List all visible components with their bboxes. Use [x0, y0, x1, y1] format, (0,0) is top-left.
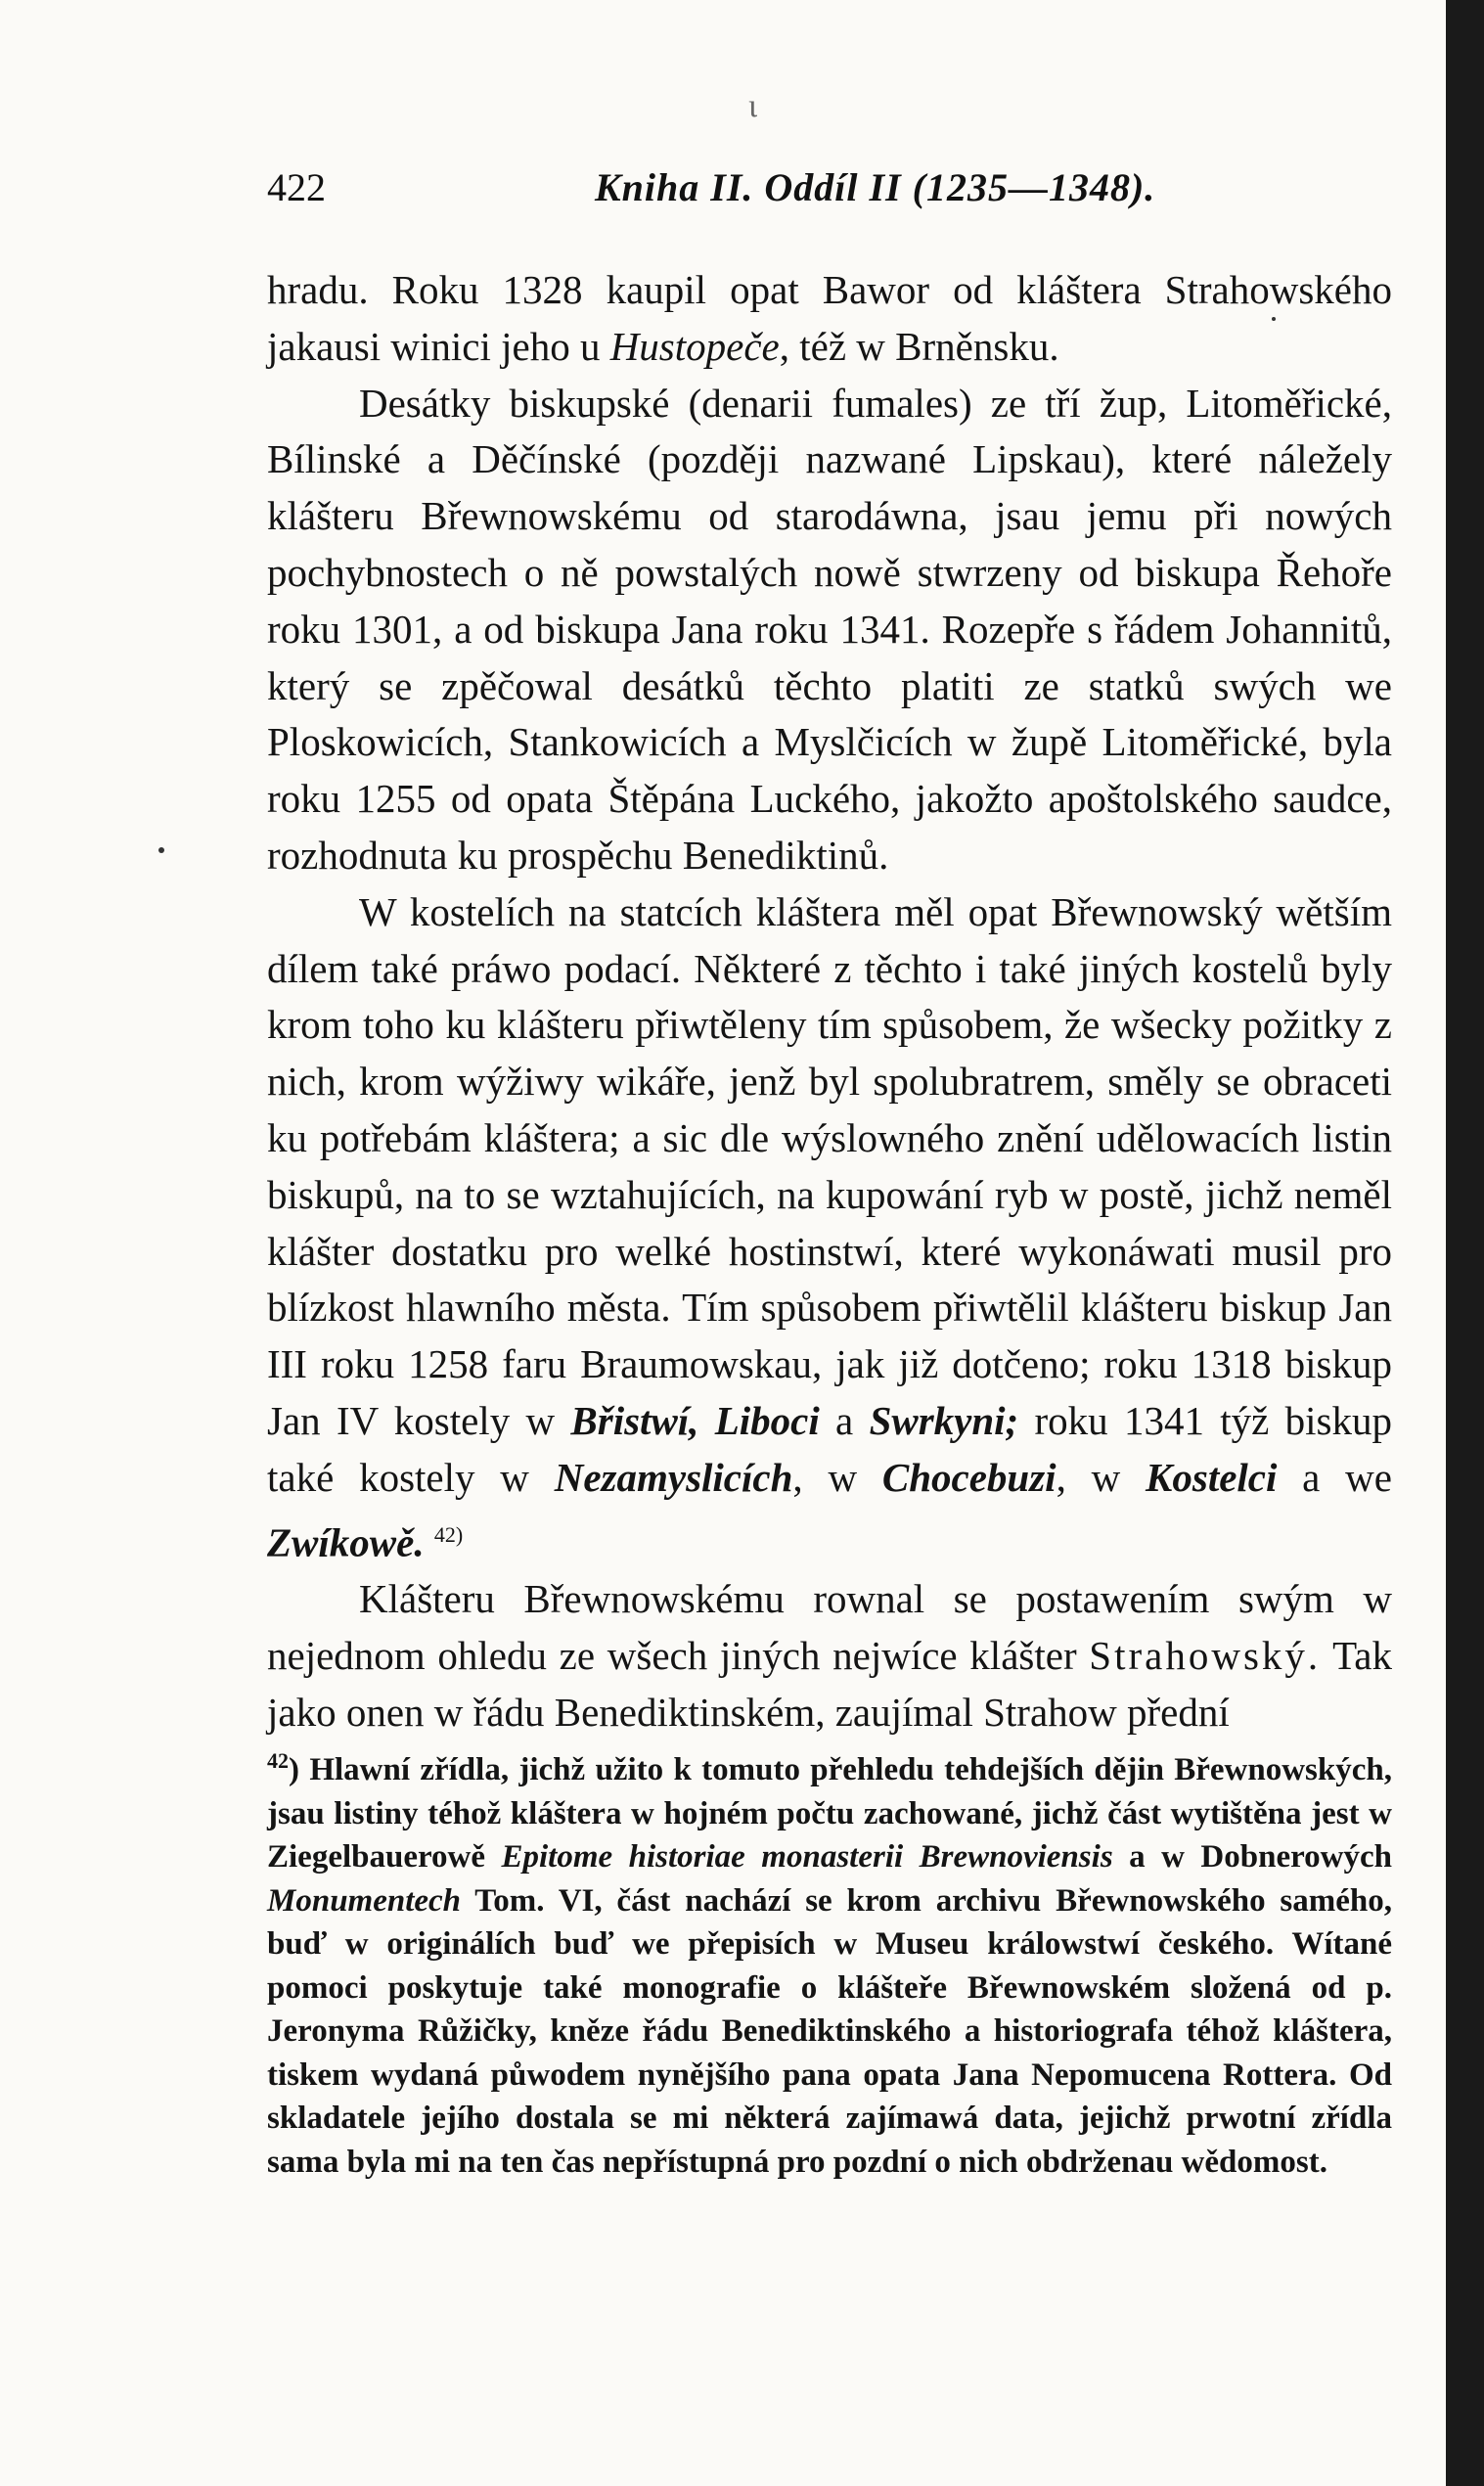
scan-border [1446, 0, 1484, 2486]
place-name: Zwíkowě. [267, 1519, 425, 1565]
monastery-name: Strahowský. [1089, 1632, 1322, 1678]
footnotes [267, 1740, 1392, 2184]
footnote-text-b: a w Dobnerowých [1112, 1839, 1392, 1875]
paragraph-3-text-c: roku 1341 týž biskup také kostely w [267, 1397, 1392, 1500]
paragraph-4-text-a: Klášteru Břewnowskému rownal se postawením swým w nejednom ohledu ze wšech jiných nejwíce klášter [267, 1575, 1392, 1678]
place-name: Břistwí, Liboci [570, 1397, 820, 1443]
ink-speck: ι [748, 88, 758, 124]
paragraph-1-text-a: hradu. Roku 1328 kaupil opat Bawor od kláštera Strahowského jakausi winici jeho u [267, 267, 1392, 369]
paragraph-3 [267, 884, 1392, 1571]
footnote-text-c: Tom. VI, část nachází se krom archivu Břewnowského samého, buď w originálích buď we přepisích w Museu králowstwí českého. Wítané pomoci poskytuje také monografie o klášteře Břewnowském složená od p. Jeronyma Růžičky, kněze řádu Benediktinského a historiografa téhož kláštera, tiskem wydaná půwodem nynějšího pana opata Jana Nepomucena Rottera. Od skladatele jejího dostala se mi některá zajímawá data, jejichž prwotní zřídla sama byla mi na ten čas nepřístupná pro pozdní o nich obdrženau wědomost. [267, 1882, 1392, 2180]
footnote-reference [434, 1522, 463, 1547]
page-header [267, 164, 1392, 223]
footnote-marker-close: ) [289, 1752, 299, 1787]
paragraph-2: Desátky biskupské (denarii fumales) ze tří žup, Litoměřické, Bílinské a Děčínské (později nazwané Lipskau), které náležely klášteru Břewnowskému od starodáwna, jsau jemu při nowých pochybnostech o ně powstalých nowě stwrzeny od biskupa Řehoře roku 1301, a od biskupa Jana roku 1341. Rozepře s řádem Johannitů, který se zpěčowal desátků těchto platiti ze statků swých we Ploskowicích, Stankowicích a Myslčicích w župě Litoměřické, byla roku 1255 od opata Štěpána Luckého, jakožto apoštolského saudce, rozhodnuta ku prospěchu Benediktinů. [267, 380, 1392, 878]
paragraph-3-text-f: a we [1277, 1454, 1392, 1500]
footnote-text-a: Hlawní zřídla, jichž užito k tomuto přehledu tehdejších dějin Břewnowských, jsau listiny téhož kláštera w hojném počtu zachowané, jichž část wytištěna jest w Ziegelbauerowě [267, 1752, 1393, 1875]
cited-title: Epitome historiae monasterii Brewnoviensis [501, 1839, 1113, 1875]
place-name: Chocebuzi [881, 1454, 1057, 1500]
paragraph-3-text-d: , w [792, 1454, 882, 1500]
paragraph-3-text-a: W kostelích na statcích kláštera měl opat Břewnowský wětším dílem také práwo podací. Některé z těchto i také jiných kostelů byly krom toho ku klášteru přiwtěleny tím spůsobem, že wšecky požitky z nich, krom wýžiwy wikáře, jenž byl spolubratrem, směly se obraceti ku potřebám kláštera; a sic dle wýslowného znění udělowacích listin biskupů, na to se wztahujících, na kupowání ryb w postě, jichž neměl klášter dostatku pro welké hostinstwí, které wykonáwati musil pro blízkost hlawního města. Tím spůsobem přiwtělil klášteru biskup Jan III roku 1258 faru Braumowskau, jak již dotčeno; roku 1318 biskup Jan IV kostely w [267, 888, 1392, 1443]
ink-dot [1272, 317, 1276, 321]
paragraph-4 [267, 1571, 1392, 1740]
place-name: Swrkyni; [869, 1397, 1019, 1443]
paragraph-3-text-b: a [819, 1397, 870, 1443]
footnote-reference-close: ) [455, 1521, 464, 1547]
footnote-marker: 42 [267, 1748, 289, 1773]
paragraph-4-text-b: Tak jako onen w řádu Benediktinském, zaujímal Strahow přední [267, 1632, 1392, 1735]
page-number: 422 [267, 165, 326, 209]
cited-title: Monumentech [267, 1882, 462, 1919]
running-head: Kniha II. Oddíl II (1235—1348). [595, 165, 1156, 209]
paragraph-1 [267, 262, 1392, 376]
ink-dot [158, 847, 164, 853]
body-text [267, 262, 1392, 1740]
place-name: Hustopeče [609, 323, 780, 369]
footnote-42 [267, 1740, 1392, 2184]
paragraph-1-text-b: , též w Brněnsku. [779, 323, 1059, 369]
place-name: Nezamyslicích [554, 1454, 793, 1500]
place-name: Kostelci [1146, 1454, 1278, 1500]
footnote-reference-number: 42 [433, 1521, 456, 1547]
paragraph-3-text-e: , w [1056, 1454, 1147, 1500]
